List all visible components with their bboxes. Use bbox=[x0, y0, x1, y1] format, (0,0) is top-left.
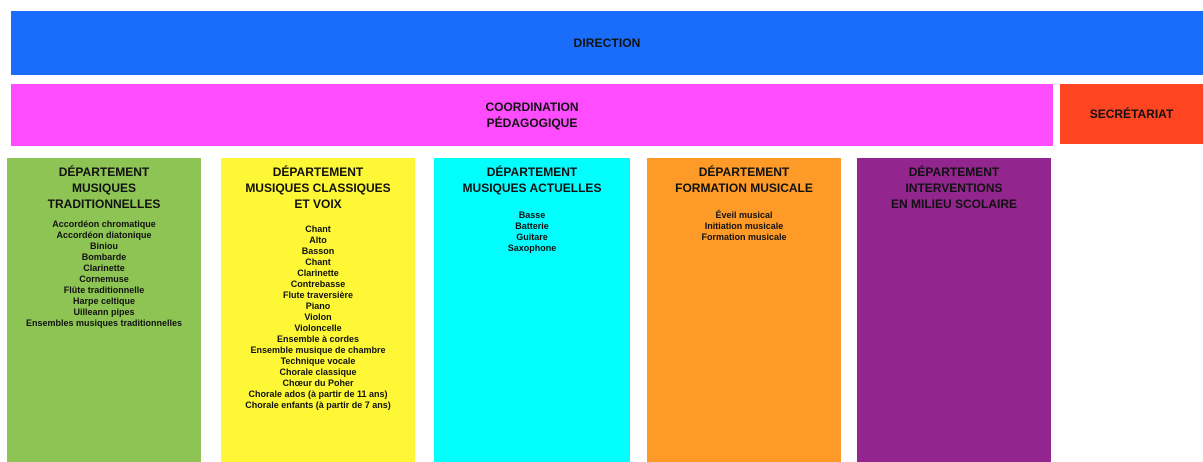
department-musiques-traditionnelles bbox=[7, 158, 201, 462]
list-item: Accordéon diatonique bbox=[56, 230, 152, 240]
department-title bbox=[223, 164, 413, 212]
list-item: Basson bbox=[301, 246, 335, 256]
list-item: Alto bbox=[309, 235, 327, 245]
coordination-label-line2: PÉDAGOGIQUE bbox=[486, 116, 578, 130]
department-title-line: ET VOIX bbox=[294, 197, 342, 211]
coordination-box bbox=[11, 84, 1053, 146]
list-item: Cornemuse bbox=[79, 274, 129, 284]
list-item: Technique vocale bbox=[280, 356, 356, 366]
department-title-line: INTERVENTIONS bbox=[905, 181, 1003, 195]
list-item: Chorale enfants (à partir de 7 ans) bbox=[245, 400, 391, 410]
instrument-list bbox=[7, 219, 201, 329]
department-title-line: DÉPARTEMENT bbox=[58, 165, 150, 179]
secretariat-label: SECRÉTARIAT bbox=[1089, 107, 1174, 121]
department-title-line: TRADITIONNELLES bbox=[47, 197, 161, 211]
department-title-line: DÉPARTEMENT bbox=[486, 165, 578, 179]
department-title-line: MUSIQUES bbox=[71, 181, 136, 195]
list-item: Bombarde bbox=[81, 252, 127, 262]
secretariat-box bbox=[1060, 84, 1203, 144]
list-item: Chorale classique bbox=[279, 367, 357, 377]
list-item: Flûte traditionnelle bbox=[63, 285, 145, 295]
direction-box bbox=[11, 11, 1203, 75]
list-item: Piano bbox=[305, 301, 331, 311]
list-item: Chœur du Poher bbox=[282, 378, 354, 388]
list-item: Violon bbox=[304, 312, 332, 322]
list-item: Ensembles musiques traditionnelles bbox=[25, 318, 183, 328]
department-interventions-milieu-scolaire bbox=[857, 158, 1051, 462]
list-item: Clarinette bbox=[83, 263, 125, 273]
list-item: Ensemble musique de chambre bbox=[250, 345, 386, 355]
department-title-line: DÉPARTEMENT bbox=[908, 165, 1000, 179]
list-item: Violoncelle bbox=[294, 323, 342, 333]
list-item: Chorale ados (à partir de 11 ans) bbox=[248, 389, 388, 399]
department-musiques-classiques bbox=[221, 158, 415, 462]
list-item: Contrebasse bbox=[290, 279, 346, 289]
direction-label: DIRECTION bbox=[573, 36, 641, 50]
list-item: Clarinette bbox=[297, 268, 339, 278]
department-title-line: DÉPARTEMENT bbox=[272, 165, 364, 179]
list-item: Batterie bbox=[515, 221, 549, 231]
list-item: Formation musicale bbox=[701, 232, 787, 242]
list-item: Éveil musical bbox=[715, 210, 773, 220]
list-item: Chant bbox=[305, 224, 331, 234]
list-item: Initiation musicale bbox=[704, 221, 784, 231]
department-formation-musicale bbox=[647, 158, 841, 462]
instrument-list bbox=[221, 224, 415, 411]
department-title-line: MUSIQUES ACTUELLES bbox=[462, 181, 602, 195]
department-title-line: EN MILIEU SCOLAIRE bbox=[890, 197, 1017, 211]
list-item: Basse bbox=[518, 210, 546, 220]
coordination-label-line1: COORDINATION bbox=[485, 100, 579, 114]
list-item: Chant bbox=[305, 257, 331, 267]
list-item: Guitare bbox=[516, 232, 548, 242]
list-item: Biniou bbox=[90, 241, 118, 251]
department-musiques-actuelles bbox=[434, 158, 630, 462]
list-item: Saxophone bbox=[507, 243, 557, 253]
instrument-list bbox=[434, 210, 630, 254]
list-item: Uilleann pipes bbox=[73, 307, 135, 317]
department-title bbox=[9, 164, 199, 212]
list-item: Accordéon chromatique bbox=[52, 219, 156, 229]
department-title-line: MUSIQUES CLASSIQUES bbox=[245, 181, 391, 195]
list-item: Flute traversière bbox=[282, 290, 354, 300]
department-title-line: DÉPARTEMENT bbox=[698, 165, 790, 179]
list-item: Harpe celtique bbox=[72, 296, 136, 306]
department-title bbox=[649, 164, 839, 196]
department-title bbox=[436, 164, 628, 196]
course-list bbox=[647, 210, 841, 243]
department-title-line: FORMATION MUSICALE bbox=[675, 181, 813, 195]
list-item: Ensemble à cordes bbox=[276, 334, 360, 344]
department-title bbox=[859, 164, 1049, 212]
